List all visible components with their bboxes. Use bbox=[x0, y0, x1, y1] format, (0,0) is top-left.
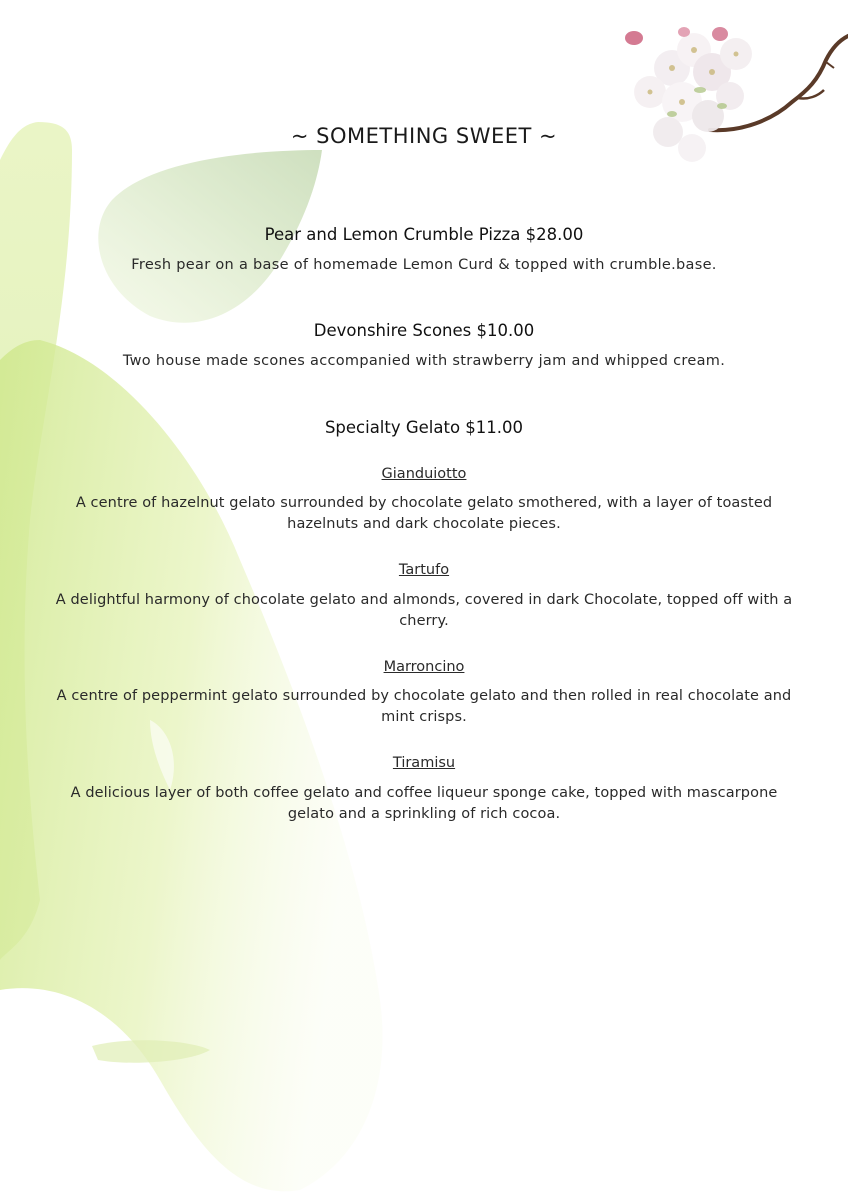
gelato-flavour-name: Tiramisu bbox=[392, 755, 456, 771]
gelato-flavour-description: A delightful harmony of chocolate gelato and almonds, covered in dark Chocolate, topped off with a cherry. bbox=[55, 592, 793, 629]
gelato-flavour-name: Gianduiotto bbox=[381, 466, 467, 482]
gelato-flavour-description: A centre of hazelnut gelato surrounded by chocolate gelato smothered, with a layer of toasted hazelnuts and dark chocolate pieces. bbox=[75, 495, 773, 532]
gelato-flavour-name: Tartufo bbox=[398, 562, 450, 578]
menu-item-description-scones: Two house made scones accompanied with strawberry jam and whipped cream. bbox=[122, 353, 726, 369]
menu-item-title-pear-pizza: Pear and Lemon Crumble Pizza $28.00 bbox=[264, 225, 584, 244]
menu-item-title-scones: Devonshire Scones $10.00 bbox=[313, 321, 535, 340]
page-title: ~ SOMETHING SWEET ~ bbox=[290, 124, 558, 148]
gelato-flavour-description: A centre of peppermint gelato surrounded by chocolate gelato and then rolled in real chocolate and mint crisps. bbox=[56, 688, 792, 725]
gelato-flavour-name: Marroncino bbox=[383, 659, 465, 675]
gelato-flavour-description: A delicious layer of both coffee gelato and coffee liqueur sponge cake, topped with mascarpone gelato and a sprinkling of rich cocoa. bbox=[70, 785, 778, 822]
menu-item-description-pear-pizza: Fresh pear on a base of homemade Lemon Curd & topped with crumble.base. bbox=[131, 257, 717, 273]
gelato-section-title: Specialty Gelato $11.00 bbox=[324, 418, 524, 437]
